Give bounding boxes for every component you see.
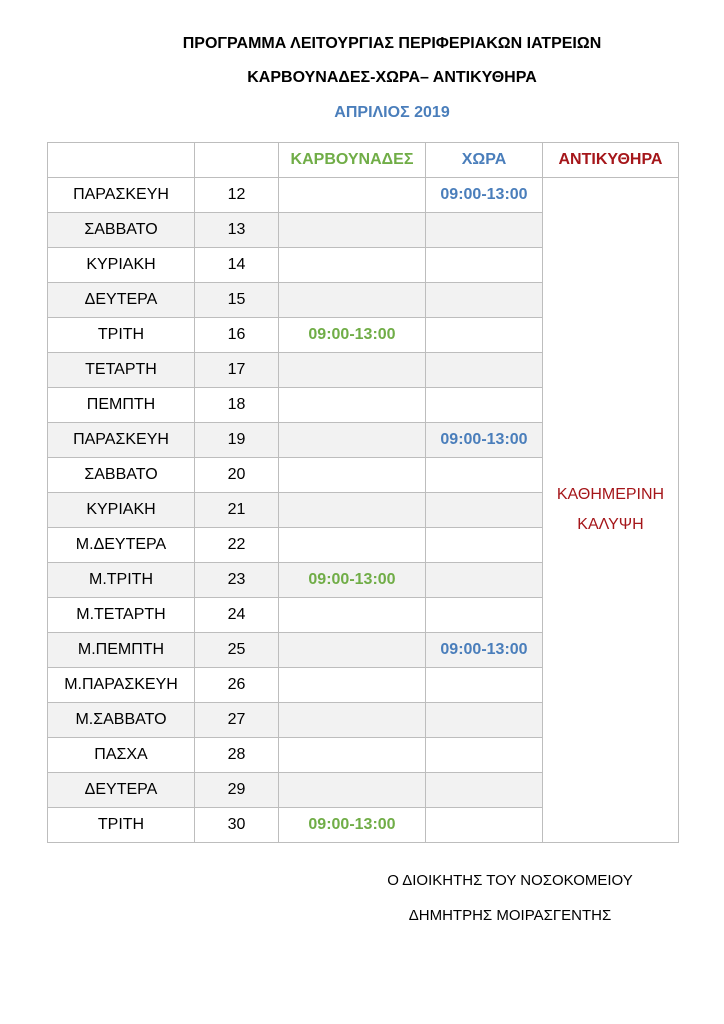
date-cell: 12 xyxy=(195,178,279,213)
header-date-cell xyxy=(195,143,279,178)
date-cell: 27 xyxy=(195,703,279,738)
karvounades-cell xyxy=(279,283,426,318)
chora-cell xyxy=(426,213,543,248)
day-cell: ΚΥΡΙΑΚΗ xyxy=(48,248,195,283)
day-cell: ΤΡΙΤΗ xyxy=(48,318,195,353)
date-cell: 15 xyxy=(195,283,279,318)
karvounades-cell xyxy=(279,633,426,668)
karvounades-cell xyxy=(279,528,426,563)
date-cell: 29 xyxy=(195,773,279,808)
header-day-cell xyxy=(48,143,195,178)
chora-cell xyxy=(426,773,543,808)
karvounades-cell xyxy=(279,178,426,213)
chora-cell xyxy=(426,703,543,738)
day-cell: ΤΕΤΑΡΤΗ xyxy=(48,353,195,388)
day-cell: ΠΕΜΠΤΗ xyxy=(48,388,195,423)
signature-title: Ο ΔΙΟΙΚΗΤΗΣ ΤΟΥ ΝΟΣΟΚΟΜΕΙΟΥ xyxy=(387,872,633,889)
schedule-body xyxy=(48,143,679,843)
date-cell: 16 xyxy=(195,318,279,353)
chora-cell xyxy=(426,668,543,703)
date-cell: 24 xyxy=(195,598,279,633)
month-label: ΑΠΡΙΛΙΟΣ 2019 xyxy=(334,104,450,121)
document-title: ΠΡΟΓΡΑΜΜΑ ΛΕΙΤΟΥΡΓΙΑΣ ΠΕΡΙΦΕΡΙΑΚΩΝ ΙΑΤΡΕΙΩΝ xyxy=(182,35,602,52)
date-cell: 20 xyxy=(195,458,279,493)
header-karvounades: ΚΑΡΒΟΥΝΑΔΕΣ xyxy=(279,143,426,178)
chora-cell xyxy=(426,283,543,318)
date-cell: 23 xyxy=(195,563,279,598)
signature-name: ΔΗΜΗΤΡΗΣ ΜΟΙΡΑΣΓΕΝΤΗΣ xyxy=(408,907,612,924)
header-antikythira: ΑΝΤΙΚΥΘΗΡΑ xyxy=(543,143,679,178)
karvounades-cell xyxy=(279,458,426,493)
schedule-table xyxy=(47,142,679,843)
day-cell: ΣΑΒΒΑΤΟ xyxy=(48,213,195,248)
karvounades-cell: 09:00-13:00 xyxy=(279,318,426,353)
header-row xyxy=(48,143,679,178)
chora-cell xyxy=(426,598,543,633)
day-cell: Μ.ΤΡΙΤΗ xyxy=(48,563,195,598)
date-cell: 22 xyxy=(195,528,279,563)
day-cell: ΔΕΥΤΕΡΑ xyxy=(48,283,195,318)
chora-cell xyxy=(426,388,543,423)
date-cell: 28 xyxy=(195,738,279,773)
karvounades-cell xyxy=(279,598,426,633)
day-cell: Μ.ΤΕΤΑΡΤΗ xyxy=(48,598,195,633)
schedule-row xyxy=(48,178,679,213)
date-cell: 14 xyxy=(195,248,279,283)
chora-cell: 09:00-13:00 xyxy=(426,633,543,668)
chora-cell xyxy=(426,738,543,773)
date-cell: 25 xyxy=(195,633,279,668)
karvounades-cell xyxy=(279,388,426,423)
day-cell: Μ.ΣΑΒΒΑΤΟ xyxy=(48,703,195,738)
karvounades-cell: 09:00-13:00 xyxy=(279,563,426,598)
day-cell: ΔΕΥΤΕΡΑ xyxy=(48,773,195,808)
antikythira-coverage-cell xyxy=(543,178,679,843)
day-cell: ΤΡΙΤΗ xyxy=(48,808,195,843)
karvounades-cell xyxy=(279,423,426,458)
header-chora: ΧΩΡΑ xyxy=(426,143,543,178)
date-cell: 18 xyxy=(195,388,279,423)
date-cell: 13 xyxy=(195,213,279,248)
karvounades-cell xyxy=(279,703,426,738)
karvounades-cell xyxy=(279,248,426,283)
chora-cell xyxy=(426,528,543,563)
document-subtitle: ΚΑΡΒΟΥΝΑΔΕΣ-ΧΩΡΑ– ΑΝΤΙΚΥΘΗΡΑ xyxy=(247,69,537,86)
date-cell: 17 xyxy=(195,353,279,388)
day-cell: ΚΥΡΙΑΚΗ xyxy=(48,493,195,528)
karvounades-cell xyxy=(279,353,426,388)
chora-cell xyxy=(426,458,543,493)
date-cell: 26 xyxy=(195,668,279,703)
date-cell: 30 xyxy=(195,808,279,843)
karvounades-cell xyxy=(279,773,426,808)
chora-cell xyxy=(426,248,543,283)
day-cell: ΠΑΣΧΑ xyxy=(48,738,195,773)
karvounades-cell xyxy=(279,213,426,248)
day-cell: Μ.ΔΕΥΤΕΡΑ xyxy=(48,528,195,563)
karvounades-cell xyxy=(279,493,426,528)
chora-cell: 09:00-13:00 xyxy=(426,423,543,458)
chora-cell xyxy=(426,493,543,528)
date-cell: 19 xyxy=(195,423,279,458)
karvounades-cell xyxy=(279,668,426,703)
day-cell: ΠΑΡΑΣΚΕΥΗ xyxy=(48,178,195,213)
chora-cell xyxy=(426,563,543,598)
coverage-line1: ΚΑΘΗΜΕΡΙΝΗ xyxy=(556,486,665,503)
day-cell: Μ.ΠΑΡΑΣΚΕΥΗ xyxy=(48,668,195,703)
chora-cell: 09:00-13:00 xyxy=(426,178,543,213)
chora-cell xyxy=(426,318,543,353)
chora-cell xyxy=(426,808,543,843)
day-cell: ΠΑΡΑΣΚΕΥΗ xyxy=(48,423,195,458)
day-cell: Μ.ΠΕΜΠΤΗ xyxy=(48,633,195,668)
date-cell: 21 xyxy=(195,493,279,528)
day-cell: ΣΑΒΒΑΤΟ xyxy=(48,458,195,493)
karvounades-cell: 09:00-13:00 xyxy=(279,808,426,843)
karvounades-cell xyxy=(279,738,426,773)
coverage-line2: ΚΑΛΥΨΗ xyxy=(577,516,644,533)
chora-cell xyxy=(426,353,543,388)
